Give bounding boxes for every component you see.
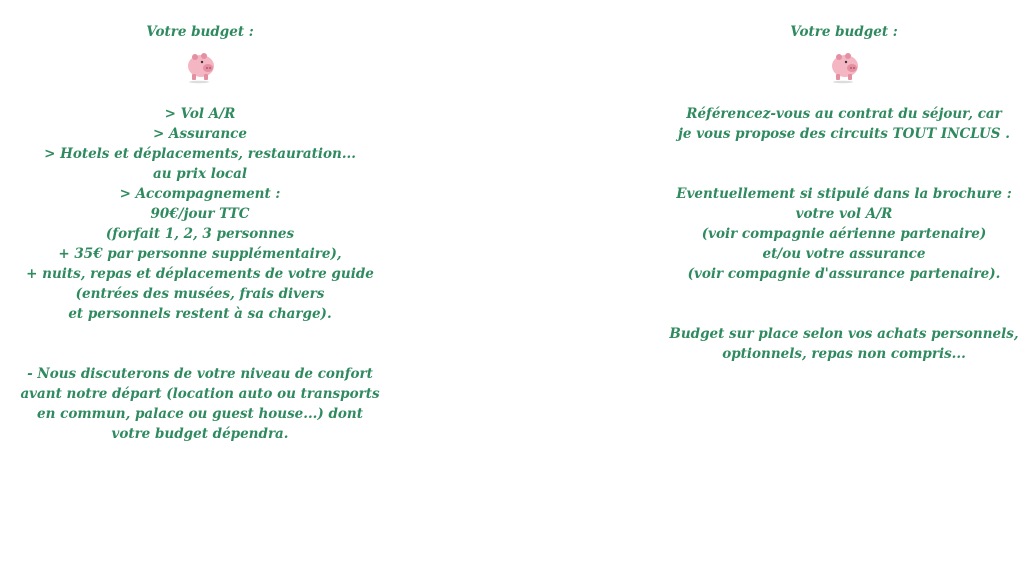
budget-item: > Hotels et déplacements, restauration... (44, 146, 356, 162)
comfort-text: avant notre départ (location auto ou transports (20, 386, 380, 402)
brochure-text: Eventuellement si stipulé dans la brochure : (676, 186, 1012, 202)
brochure-text: votre vol A/R (795, 206, 893, 222)
budget-item: + 35€ par personne supplémentaire), (58, 246, 342, 262)
onsite-budget-text: optionnels, repas non compris... (722, 346, 966, 362)
budget-item: au prix local (153, 166, 247, 182)
piggy-bank-icon (824, 44, 864, 84)
budget-column-right (644, 22, 1036, 364)
onsite-budget-text: Budget sur place selon vos achats personnels, (669, 326, 1019, 342)
brochure-text: (voir compagnie aérienne partenaire) (701, 226, 987, 242)
comfort-text: en commun, palace ou guest house...) dont (37, 406, 363, 422)
comfort-text: votre budget dépendra. (111, 426, 289, 442)
budget-item: > Vol A/R (164, 106, 236, 122)
budget-item: 90€/jour TTC (150, 206, 250, 222)
budget-column-left (0, 22, 400, 444)
budget-item: > Accompagnement : (119, 186, 281, 202)
brochure-text: (voir compagnie d'assurance partenaire). (687, 266, 1001, 282)
budget-item: (entrées des musées, frais divers (75, 286, 325, 302)
budget-item: et personnels restent à sa charge). (68, 306, 332, 322)
comfort-text: - Nous discuterons de votre niveau de confort (27, 366, 373, 382)
budget-title-left: Votre budget : (146, 24, 254, 40)
budget-item: + nuits, repas et déplacements de votre guide (26, 266, 374, 282)
contract-text: Référencez-vous au contrat du séjour, car (686, 106, 1002, 122)
brochure-text: et/ou votre assurance (762, 246, 926, 262)
budget-title-right: Votre budget : (790, 24, 898, 40)
budget-item: > Assurance (153, 126, 247, 142)
budget-item: (forfait 1, 2, 3 personnes (105, 226, 295, 242)
contract-text: je vous propose des circuits TOUT INCLUS . (678, 126, 1010, 142)
piggy-bank-icon (180, 44, 220, 84)
